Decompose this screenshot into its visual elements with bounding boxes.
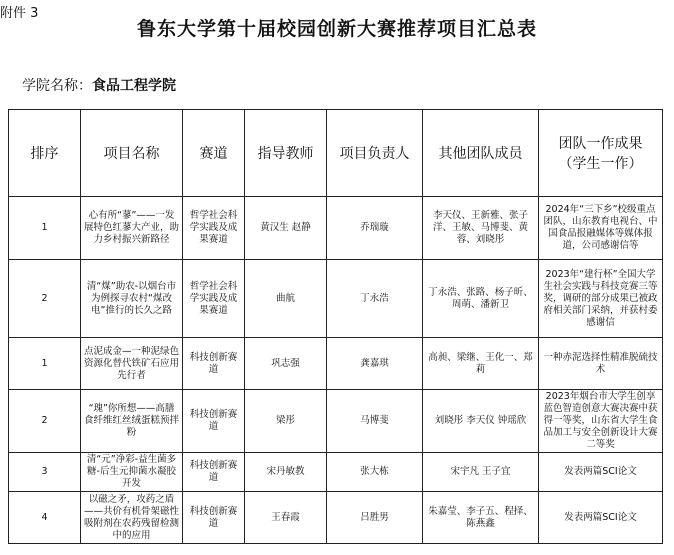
header-leader: 项目负责人 xyxy=(327,110,423,197)
header-project-name: 项目名称 xyxy=(81,110,183,197)
college-name: 食品工程学院 xyxy=(92,78,176,94)
row-track: 哲学社会科学实践及成果赛道 xyxy=(183,260,245,338)
row-project-name: 点泥成金—一种泥绿色资源化替代铁矿石应用先行者 xyxy=(81,338,183,390)
row-members: 宋宇凡 王子宜 xyxy=(423,453,539,492)
row-track: 科技创新赛道 xyxy=(183,390,245,453)
row-leader: 马博斐 xyxy=(327,390,423,453)
college-label: 学院名称： xyxy=(22,78,92,94)
attachment-label: 附件 3 xyxy=(0,6,39,21)
project-summary-table xyxy=(8,109,663,544)
row-rank: 1 xyxy=(9,197,81,260)
row-achievement: 发表两篇SCI论文 xyxy=(539,492,663,544)
row-advisor: 黄汉生 赵静 xyxy=(245,197,327,260)
row-advisor: 巩志强 xyxy=(245,338,327,390)
row-track: 科技创新赛道 xyxy=(183,453,245,492)
row-project-name: 以磁之矛，攻药之盾——共价有机骨架磁性吸附剂在农药残留检测中的应用 xyxy=(81,492,183,544)
row-leader: 张大栋 xyxy=(327,453,423,492)
header-advisor: 指导教师 xyxy=(245,110,327,197)
table-row xyxy=(9,390,663,453)
row-members: 高昶、梁继、王化一、郑莉 xyxy=(423,338,539,390)
row-advisor: 曲航 xyxy=(245,260,327,338)
row-leader: 丁永浩 xyxy=(327,260,423,338)
row-members: 丁永浩、张路、杨子昕、周萌、潘新卫 xyxy=(423,260,539,338)
row-achievement: 发表两篇SCI论文 xyxy=(539,453,663,492)
row-rank: 4 xyxy=(9,492,81,544)
table-row xyxy=(9,453,663,492)
row-advisor: 王春霞 xyxy=(245,492,327,544)
table-row xyxy=(9,197,663,260)
row-rank: 3 xyxy=(9,453,81,492)
row-achievement: 2023年烟台市大学生创享蓝色智造创意大赛决赛中获得一等奖，山东省大学生食品加工与安全创新设计大赛二等奖 xyxy=(539,390,663,453)
row-achievement: 2023年“建行杯”全国大学生社会实践与科技竞赛三等奖，调研的部分成果已被政府相关部门采纳，并获村委感谢信 xyxy=(539,260,663,338)
row-achievement: 2024年“三下乡”校级重点团队，山东教育电视台、中国食品报融媒体等媒体报道，公司感谢信等 xyxy=(539,197,663,260)
table-row xyxy=(9,492,663,544)
table-row xyxy=(9,260,663,338)
row-project-name: 清“元”净彩-益生菌多糖-后生元抑菌水凝胶开发 xyxy=(81,453,183,492)
row-track: 哲学社会科学实践及成果赛道 xyxy=(183,197,245,260)
row-track: 科技创新赛道 xyxy=(183,492,245,544)
header-members: 其他团队成员 xyxy=(423,110,539,197)
row-project-name: 清“煤”助农-以烟台市为例探寻农村“煤改电”推行的长久之路 xyxy=(81,260,183,338)
row-leader: 吕胜男 xyxy=(327,492,423,544)
row-rank: 2 xyxy=(9,390,81,453)
page-title: 鲁东大学第十届校园创新大赛推荐项目汇总表 xyxy=(136,18,537,40)
row-leader: 乔瑞璇 xyxy=(327,197,423,260)
table-header-row xyxy=(9,110,663,197)
row-project-name: “瑰”你所想——高膳食纤维红丝绒蛋糕预拌粉 xyxy=(81,390,183,453)
row-members: 刘晓彤 李天仪 钟瑶欣 xyxy=(423,390,539,453)
row-members: 李天仪、王新雅、张子洋、王敏、马博斐、黄蓉、刘晓彤 xyxy=(423,197,539,260)
row-project-name: 心有所“蓼”——一发展特色红蓼大产业，助力乡村振兴新路径 xyxy=(81,197,183,260)
row-achievement: 一种赤泥选择性精准脱硫技术 xyxy=(539,338,663,390)
row-track: 科技创新赛道 xyxy=(183,338,245,390)
row-members: 朱嘉莹、李子五、程择、陈燕鑫 xyxy=(423,492,539,544)
row-rank: 2 xyxy=(9,260,81,338)
row-advisor: 宋丹敏教 xyxy=(245,453,327,492)
row-advisor: 梁彤 xyxy=(245,390,327,453)
row-rank: 1 xyxy=(9,338,81,390)
college-line xyxy=(22,75,176,95)
table-row xyxy=(9,338,663,390)
header-achievement: 团队一作成果 （学生一作） xyxy=(539,110,663,197)
header-rank: 排序 xyxy=(9,110,81,197)
header-track: 赛道 xyxy=(183,110,245,197)
row-leader: 龚嘉琪 xyxy=(327,338,423,390)
